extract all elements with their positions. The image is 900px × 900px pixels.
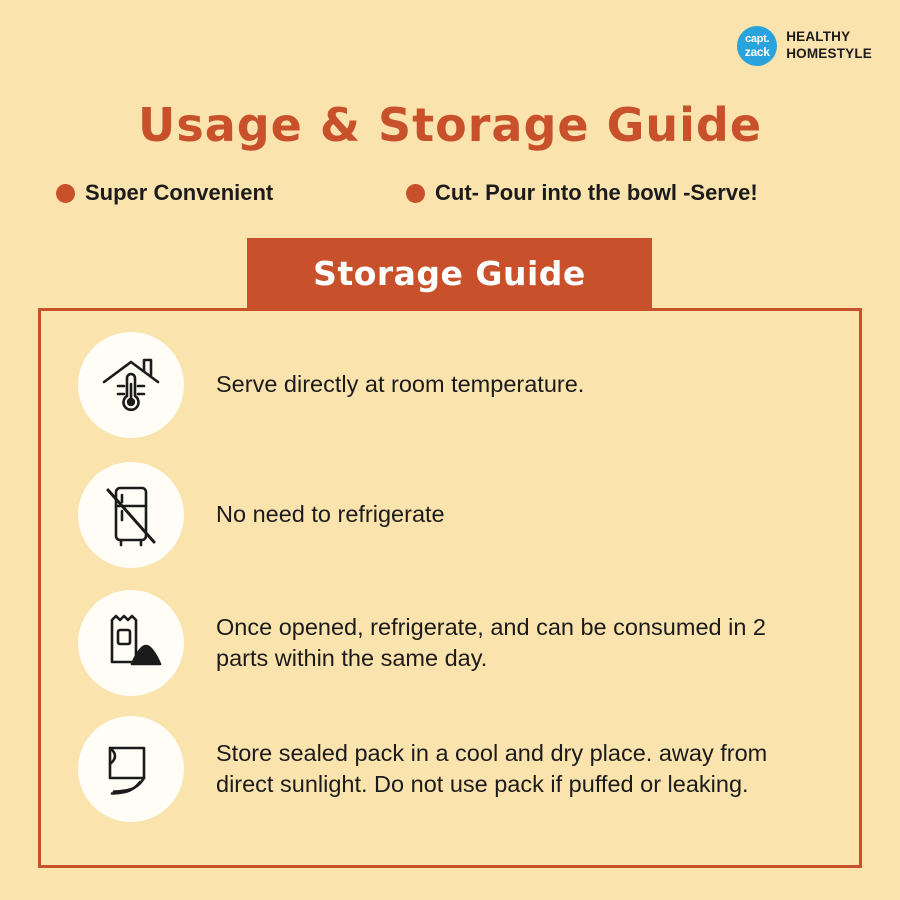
storage-guide-banner (247, 238, 652, 308)
no-refrigerate-icon (78, 462, 184, 568)
sealed-pack-icon (78, 716, 184, 822)
storage-item-list (78, 330, 838, 836)
bullet-item (56, 180, 406, 206)
logo-text-line1: capt. (745, 33, 770, 45)
list-item-text: Serve directly at room temperature. (216, 371, 585, 398)
bullet-label: Super Convenient (85, 180, 274, 205)
brand-name-line1: HEALTHY (786, 29, 851, 45)
bullet-dot-icon (56, 184, 75, 203)
capt-zack-logo-icon (737, 26, 777, 66)
house-thermometer-icon (78, 332, 184, 438)
list-item (78, 716, 838, 822)
bullet-label: Cut- Pour into the bowl -Serve! (435, 180, 758, 205)
brand-name-line2: HOMESTYLE (786, 46, 872, 61)
bullet-item (406, 180, 758, 206)
page-title: Usage & Storage Guide (137, 98, 763, 152)
list-item (78, 462, 838, 568)
bullet-dot-icon (406, 184, 425, 203)
list-item-text: No need to refrigerate (216, 501, 445, 528)
list-item (78, 332, 838, 438)
brand-name (786, 29, 872, 63)
logo-text-line2: zack (744, 45, 770, 59)
storage-guide-banner-label: Storage Guide (313, 253, 586, 293)
list-item-text: Store sealed pack in a cool and dry place. away from direct sunlight. Do not use pack if puffed or leaking. (216, 739, 768, 797)
brand-logo (737, 26, 872, 66)
highlight-bullets (56, 180, 856, 206)
list-item (78, 590, 838, 696)
open-pouch-icon (78, 590, 184, 696)
list-item-text: Once opened, refrigerate, and can be consumed in 2 parts within the same day. (216, 613, 767, 671)
